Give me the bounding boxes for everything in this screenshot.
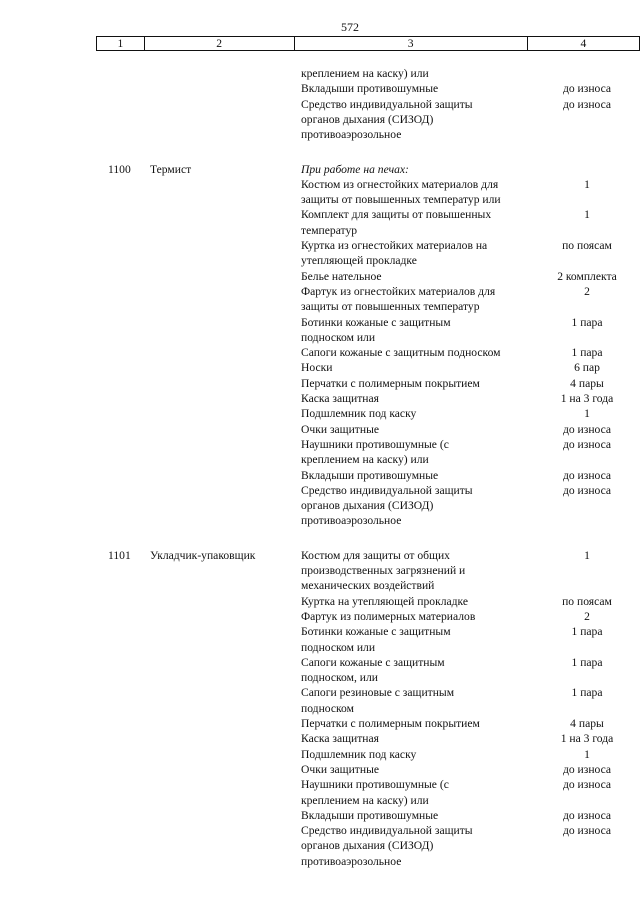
quantity-cell: 1 пара bbox=[571, 625, 603, 639]
item-cell: Ботинки кожаные с защитным bbox=[301, 625, 451, 639]
item-cell: подноском, или bbox=[301, 671, 378, 685]
item-cell: производственных загрязнений и bbox=[301, 564, 466, 577]
quantity-cell: по поясам bbox=[562, 239, 612, 252]
quantity-cell: 1 bbox=[584, 208, 590, 222]
item-cell: Сапоги кожаные с защитным подноском bbox=[301, 346, 501, 360]
column-number-2: 2 bbox=[144, 37, 294, 51]
item-cell: подноском или bbox=[301, 640, 376, 654]
item-cell: температур bbox=[301, 223, 358, 237]
quantity-cell: 1 пара bbox=[571, 686, 603, 700]
item-cell: Костюм из огнестойких материалов для bbox=[301, 177, 499, 191]
quantity-cell: 1 пара bbox=[571, 346, 603, 360]
item-cell: Комплект для защиты от повышенных bbox=[301, 208, 492, 222]
item-cell: Костюм для защиты от общих bbox=[301, 548, 450, 562]
item-cell: Очки защитные bbox=[301, 762, 380, 776]
item-cell: Ботинки кожаные с защитным bbox=[301, 315, 451, 329]
quantity-cell: до износа bbox=[562, 468, 612, 482]
work-condition-subheading: При работе на печах: bbox=[301, 162, 409, 176]
item-cell: утепляющей прокладке bbox=[301, 254, 417, 268]
item-cell: подноском или bbox=[301, 330, 376, 344]
quantity-cell: 4 пары bbox=[570, 717, 604, 730]
item-cell: креплением на каску) или bbox=[301, 67, 429, 80]
quantity-cell: до износа bbox=[562, 422, 612, 436]
item-cell: Фартук из огнестойких материалов для bbox=[301, 284, 496, 298]
quantity-cell: 1 пара bbox=[571, 655, 603, 669]
item-cell: Перчатки с полимерным покрытием bbox=[301, 376, 480, 390]
item-cell: Вкладыши противошумные bbox=[301, 468, 439, 482]
item-cell: органов дыхания (СИЗОД) bbox=[301, 499, 434, 513]
item-cell: Сапоги резиновые с защитным bbox=[301, 686, 455, 700]
item-cell: Средство индивидуальной защиты bbox=[301, 483, 473, 497]
item-cell: противоаэрозольное bbox=[301, 854, 402, 868]
item-cell: Вкладыши противошумные bbox=[301, 808, 439, 822]
quantity-cell: до износа bbox=[562, 762, 612, 776]
profession-name: Укладчик-упаковщик bbox=[150, 548, 256, 562]
item-cell: защиты от повышенных температур bbox=[301, 300, 480, 314]
quantity-cell: 2 комплекта bbox=[557, 269, 617, 283]
item-cell: креплением на каску) или bbox=[301, 793, 429, 807]
item-cell: органов дыхания (СИЗОД) bbox=[301, 112, 434, 126]
quantity-cell: 1 bbox=[584, 177, 590, 191]
item-cell: Носки bbox=[301, 361, 333, 375]
profession-code: 1101 bbox=[108, 548, 131, 562]
quantity-cell: 1 bbox=[584, 548, 590, 562]
item-cell: Куртка на утепляющей прокладке bbox=[301, 594, 469, 608]
profession-name: Термист bbox=[150, 162, 192, 176]
quantity-cell: до износа bbox=[562, 808, 612, 822]
profession-code: 1100 bbox=[108, 162, 131, 176]
item-cell: Подшлемник под каску bbox=[301, 407, 417, 421]
quantity-cell: 1 bbox=[584, 747, 590, 761]
item-cell: органов дыхания (СИЗОД) bbox=[301, 839, 434, 853]
quantity-cell: до износа bbox=[562, 82, 612, 96]
item-cell: Перчатки с полимерным покрытием bbox=[301, 717, 480, 730]
item-cell: Наушники противошумные (с bbox=[301, 778, 449, 792]
column-number-3: 3 bbox=[294, 37, 527, 51]
column-number-1: 1 bbox=[97, 37, 145, 51]
item-cell: Наушники противошумные (с bbox=[301, 437, 449, 451]
item-cell: Вкладыши противошумные bbox=[301, 82, 439, 96]
item-cell: противоаэрозольное bbox=[301, 128, 402, 142]
quantity-cell: до износа bbox=[562, 483, 612, 497]
item-cell: Средство индивидуальной защиты bbox=[301, 824, 473, 838]
column-number-4: 4 bbox=[527, 37, 639, 51]
column-header-table bbox=[96, 36, 640, 51]
quantity-cell: 2 bbox=[584, 609, 590, 623]
item-cell: подноском bbox=[301, 701, 354, 715]
quantity-cell: до износа bbox=[562, 97, 612, 111]
item-cell: Сапоги кожаные с защитным bbox=[301, 655, 445, 669]
page-number: 572 bbox=[341, 20, 359, 34]
item-cell: Каска защитная bbox=[301, 732, 379, 746]
quantity-cell: 6 пар bbox=[574, 361, 600, 375]
quantity-cell: 4 пары bbox=[570, 376, 604, 390]
item-cell: креплением на каску) или bbox=[301, 453, 429, 467]
item-cell: Куртка из огнестойких материалов на bbox=[301, 239, 488, 252]
item-cell: защиты от повышенных температур или bbox=[301, 193, 501, 207]
item-cell: Белье нательное bbox=[301, 269, 382, 283]
quantity-cell: 1 на 3 года bbox=[560, 392, 614, 405]
quantity-cell: 1 пара bbox=[571, 315, 603, 329]
quantity-cell: 1 bbox=[584, 407, 590, 421]
item-cell: Очки защитные bbox=[301, 422, 380, 436]
quantity-cell: 1 на 3 года bbox=[560, 732, 614, 746]
item-cell: Подшлемник под каску bbox=[301, 747, 417, 761]
item-cell: противоаэрозольное bbox=[301, 514, 402, 528]
item-cell: Фартук из полимерных материалов bbox=[301, 609, 476, 623]
quantity-cell: 2 bbox=[584, 284, 590, 298]
item-cell: Каска защитная bbox=[301, 392, 379, 405]
quantity-cell: до износа bbox=[562, 778, 612, 792]
quantity-cell: до износа bbox=[562, 824, 612, 838]
item-cell: Средство индивидуальной защиты bbox=[301, 97, 473, 111]
quantity-cell: до износа bbox=[562, 437, 612, 451]
quantity-cell: по поясам bbox=[562, 594, 612, 608]
item-cell: механических воздействий bbox=[301, 579, 435, 593]
